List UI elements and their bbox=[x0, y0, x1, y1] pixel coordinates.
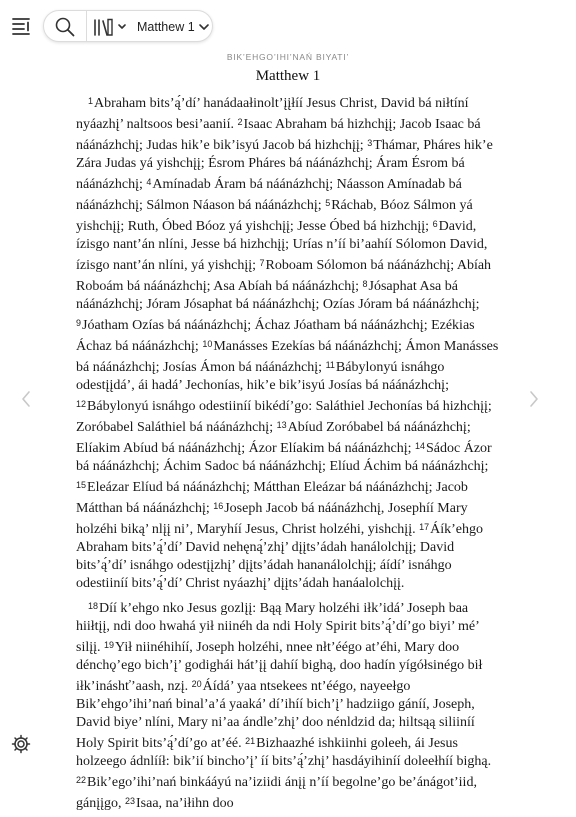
verse-text: Áík’ehgo Abraham bits’ą́’dí’ David nehęną́’zhį’ dįįts’ádah hanálolchįį; David bits’ą́’dí’ isnáhgo odestįįzhį’ dįįts’ádah hananálolchįį; áídí’ isnáhgo odestiiníí bits’ą́’dí’ Christ nyáazhį’ dįįts’ádah hanáalolchįį. bbox=[76, 522, 483, 591]
pill-divider bbox=[86, 11, 87, 41]
verse-text: David, ízisgo nant’án nlíni, Jesse bá hizhchįį; Urías n’íí bi’aahíí Sólomon David, ízisgo nant’án nlíni, yá yishchįį; bbox=[76, 219, 488, 273]
verse-number[interactable]: 8 bbox=[362, 279, 368, 289]
verse-number[interactable]: 15 bbox=[76, 480, 87, 490]
top-toolbar bbox=[0, 0, 576, 54]
navigation-pill bbox=[43, 10, 213, 42]
chevron-down-icon bbox=[198, 22, 210, 32]
verse-text: Manásses Ezekías bá náánázhchį; Ámon Manásses bá náánázhchį; Josías Ámon bá náánázhchį; bbox=[76, 339, 499, 375]
verse-number[interactable]: 2 bbox=[237, 117, 243, 127]
verse-text: Isaac Abraham bá hizhchįį; Jacob Isaac bá náánázhchį; Judas hik’e bik’isyú Jacob bá hizhchįį; bbox=[76, 117, 481, 153]
verse-number[interactable]: 17 bbox=[419, 522, 430, 532]
verse-number[interactable]: 6 bbox=[432, 219, 438, 229]
running-head: BIK’EHGO’IHI’NAŃ BIYATI’ bbox=[226, 52, 350, 62]
menu-lines-icon[interactable] bbox=[10, 14, 34, 38]
verse-number[interactable]: 14 bbox=[415, 441, 426, 451]
verse-text: Bábylonyú isnáhgo odestiiníí bikédí’go: Saláthiel Jechonías bá hizhchįį; Zoróbabel Saláthiel bá náánázhchį; bbox=[76, 399, 492, 435]
verse-text: Roboam Sólomon bá náánázhchį; Abíah Roboám bá náánázhchį; Asa Abíah bá náánázhchį; bbox=[76, 258, 492, 294]
verse-number[interactable]: 11 bbox=[325, 360, 335, 370]
verse-number[interactable]: 18 bbox=[88, 601, 99, 611]
verse-text: Ráchab, Bóoz Sálmon yá yishchįį; Ruth, Óbed Bóoz yá yishchįį; Jesse Óbed bá hizhchįį; bbox=[76, 198, 473, 234]
verse-number[interactable]: 13 bbox=[276, 420, 287, 430]
verse-text: Thámar, Pháres hik’e Zára Judas yá yishchįį; Ésrom Pháres bá náánázhchį; Áram Ésrom bá náánázhchį; bbox=[76, 138, 493, 192]
verse-text: Áídá’ yaa ntsekees nt’éégo, nayeełgo Bik’ehgo’ihi’nań binal’a’á yaaká’ dí’ihíí bich’į’ hadziigo gáníí, Joseph, David biye’ nlíni, Mary ni’aa ándle’zhį’ doo nénldzid da; hiltsąą siliiníí Holy Spirit bits’ą́’dí’go at’éé. bbox=[76, 679, 475, 751]
search-icon[interactable] bbox=[54, 16, 76, 38]
verse-number[interactable]: 1 bbox=[88, 96, 94, 106]
verse-text: Díí k’ehgo nko Jesus gozlįį: Bąą Mary holzéhi iłk’idá’ Joseph baa hiiłtįį, ndi doo hwahá yił niinéh da ndi Holy Spirit bits’ą́’dí’go biyi’ mé’ silįį. bbox=[76, 601, 479, 655]
chevron-left-icon[interactable] bbox=[18, 388, 34, 410]
verse-number[interactable]: 12 bbox=[76, 399, 87, 409]
verse-text: Jóatham Ozías bá náánázhchį; Áchaz Jóatham bá náánázhchį; Ezékias Áchaz bá náánázhchį; bbox=[76, 318, 475, 354]
book-chapter-label: Matthew 1 bbox=[137, 20, 195, 34]
scripture-text bbox=[76, 92, 504, 817]
verse-text: Sádoc Ázor bá náánázhchį; Áchim Sadoc bá náánázhchį; Elíud Áchim bá náánázhchį; bbox=[76, 441, 492, 474]
verse-number[interactable]: 21 bbox=[245, 736, 256, 746]
verse-number[interactable]: 19 bbox=[104, 640, 115, 650]
chapter-title: Matthew 1 bbox=[255, 68, 321, 84]
verse-text: Yił niinéhihíí, Joseph holzéhi, nnee nłt’éégo at’éhi, Mary doo dénchǫ’ego bich’į’ godighái hát’įį dahíí bighą, doo hadín yígółsinégo bił iłk’ináshť’aash, nzį. bbox=[76, 640, 483, 694]
verse-number[interactable]: 7 bbox=[259, 258, 265, 268]
chevron-right-icon[interactable] bbox=[526, 388, 542, 410]
verse-number[interactable]: 20 bbox=[191, 679, 202, 689]
verse-text: Abíud Zoróbabel bá náánázhchį; Elíakim Abíud bá náánázhchį; Ázor Elíakim bá náánázhchį; bbox=[76, 420, 471, 456]
gear-icon[interactable] bbox=[11, 734, 31, 754]
book-chapter-selector[interactable] bbox=[137, 17, 210, 37]
verse-number[interactable]: 4 bbox=[146, 177, 152, 187]
verse-number[interactable]: 9 bbox=[76, 318, 82, 328]
library-books-icon[interactable] bbox=[93, 16, 129, 38]
scripture-paragraph bbox=[76, 92, 504, 593]
verse-number[interactable]: 16 bbox=[213, 501, 224, 511]
verse-number[interactable]: 5 bbox=[325, 198, 331, 208]
verse-number[interactable]: 22 bbox=[76, 775, 87, 785]
verse-text: Joseph Jacob bá náánázhchį, Josephíí Mary holzéhi biką’ nlįį ni’, Maryhíí Jesus, Christ holzéhi, yishchįį. bbox=[76, 501, 468, 537]
verse-text: Amínadab Áram bá náánázhchį; Náasson Amínadab bá náánázhchį; Sálmon Náason bá náánázhchį; bbox=[76, 177, 462, 213]
verse-text: Bizhaazhé ishkiinhi goleeh, ái Jesus holzeego ádnlííł: bik’ií bincho’į’ íí bits’ą́’zhį’ hasdáyihiníí doleełhíí bighą. bbox=[76, 736, 492, 769]
verse-number[interactable]: 23 bbox=[125, 796, 136, 806]
verse-text: Bábylonyú isnáhgo odestįįdá’, ái hadá’ Jechonías, hik’e bik’isyú Josías bá náánázhchį; bbox=[76, 360, 449, 393]
verse-text: Eleázar Elíud bá náánázhchį; Mátthan Eleázar bá náánázhchį; Jacob Mátthan bá náánázhchį; bbox=[76, 480, 468, 516]
verse-text: Bik’ego’ihi’nań binkááyú na’iziidi ánįį n’íí begolne’go be’ánágot’iid, gánįįgo, bbox=[76, 775, 477, 811]
verse-text: Jósaphat Asa bá náánázhchį; Jóram Jósaphat bá náánázhchį; Ozías Jóram bá náánázhchį; bbox=[76, 279, 480, 312]
verse-number[interactable]: 10 bbox=[202, 339, 213, 349]
verse-text: Isaa, na’iłihn doo bbox=[136, 796, 234, 811]
scripture-paragraph bbox=[76, 597, 504, 813]
verse-number[interactable]: 3 bbox=[367, 138, 373, 148]
verse-text: Abraham bits’ą́’dí’ hanádaałinolt’įįłíí Jesus Christ, David bá niłtíní nyáazhį’ naltsoos besi’aanií. bbox=[76, 96, 469, 132]
